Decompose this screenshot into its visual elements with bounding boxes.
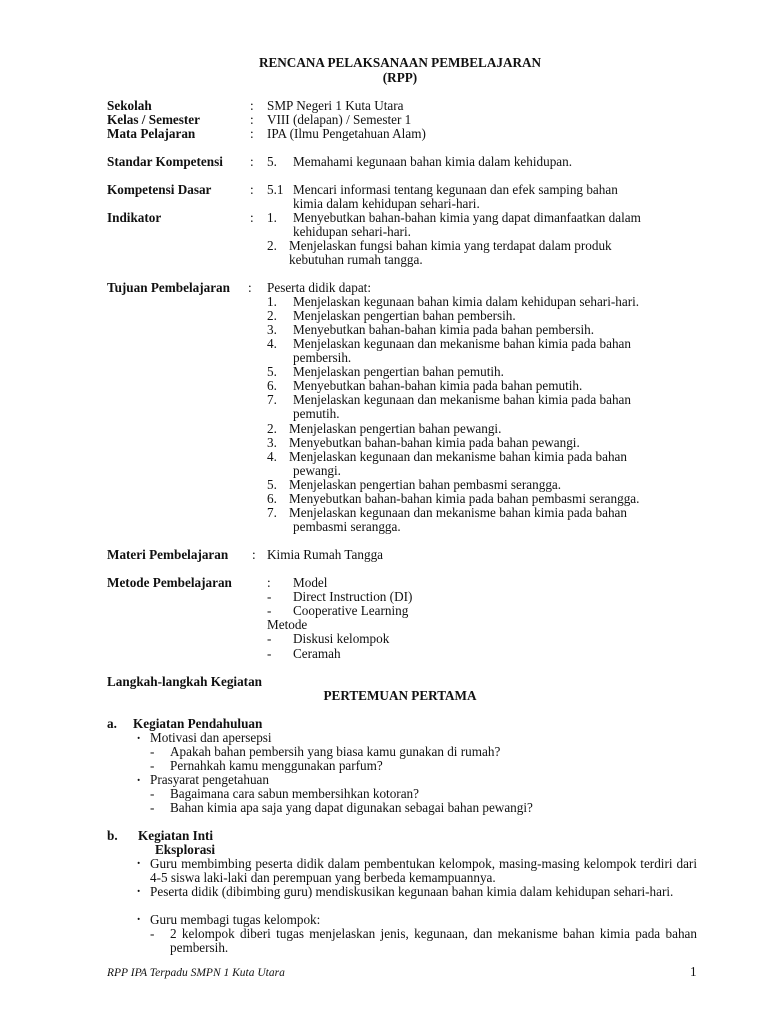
tujuan-text: Menjelaskan pengertian bahan pembersih.	[293, 308, 516, 323]
colon: :	[252, 547, 256, 562]
inti-paragraph-1: Guru membimbing peserta didik dalam pembentukan kelompok, masing-masing kelompok terdiri dari 4-5 siswa laki-laki dan perempuan yang berbeda kemampuannya.	[150, 856, 697, 886]
metode-item: Diskusi kelompok	[293, 631, 390, 646]
eksplorasi-heading: Eksplorasi	[155, 842, 216, 857]
value-kelas: VIII (delapan) / Semester 1	[267, 112, 412, 127]
colon: :	[250, 182, 254, 197]
tujuan-text: Menjelaskan pengertian bahan pembasmi serangga.	[289, 477, 562, 492]
dash: -	[150, 786, 155, 801]
label-metode: Metode Pembelajaran	[107, 575, 232, 590]
motivasi-item: Apakah bahan pembersih yang biasa kamu gunakan di rumah?	[170, 744, 501, 759]
dash: -	[267, 603, 272, 618]
colon: :	[250, 98, 254, 113]
label-sekolah: Sekolah	[107, 98, 152, 113]
section-letter-a: a.	[107, 716, 117, 731]
prasyarat-label: Prasyarat pengetahuan	[150, 772, 270, 787]
tujuan-text: Menyebutkan bahan-bahan kimia pada bahan pembersih.	[293, 322, 595, 337]
inti-heading: Kegiatan Inti	[138, 828, 214, 843]
colon: :	[250, 126, 254, 141]
tujuan-num: 4.	[267, 336, 277, 351]
prasyarat-item: Bahan kimia apa saja yang dapat digunakan sebagai bahan pewangi?	[170, 800, 533, 815]
inti-paragraph-2: Peserta didik (dibimbing guru) mendiskusikan kegunaan bahan kimia dalam kehidupan sehari-hari.	[150, 884, 674, 899]
colon: :	[250, 112, 254, 127]
tujuan-text: Menjelaskan kegunaan dan mekanisme bahan kimia pada bahan	[289, 449, 627, 464]
label-tujuan: Tujuan Pembelajaran	[107, 280, 230, 295]
bullet-icon: .	[137, 769, 141, 784]
tujuan-num: 6.	[267, 491, 277, 506]
section-letter-b: b.	[107, 828, 118, 843]
inti-task-item: 2 kelompok diberi tugas menjelaskan jenis, kegunaan, dan mekanisme bahan kimia pada bahan pembersih.	[170, 926, 697, 956]
tujuan-text: pemutih.	[293, 406, 340, 421]
bullet-icon: .	[137, 908, 141, 923]
indikator-num: 2.	[267, 238, 277, 253]
label-kelas: Kelas / Semester	[107, 112, 201, 127]
label-materi: Materi Pembelajaran	[107, 547, 229, 562]
metode-item: Ceramah	[293, 646, 341, 661]
tujuan-num: 2.	[267, 421, 277, 436]
tujuan-num: 3.	[267, 435, 277, 450]
page-number: 1	[690, 964, 697, 979]
tujuan-text: Menjelaskan kegunaan dan mekanisme bahan kimia pada bahan	[293, 392, 631, 407]
tujuan-num: 5.	[267, 477, 277, 492]
tujuan-text: Menjelaskan pengertian bahan pemutih.	[293, 364, 504, 379]
label-standar: Standar Kompetensi	[107, 154, 223, 169]
tujuan-num: 5.	[267, 364, 277, 379]
colon: :	[250, 210, 254, 225]
kompetensi-num: 5.1	[267, 182, 284, 197]
tujuan-text: pembersih.	[293, 350, 352, 365]
indikator-text: kebutuhan rumah tangga.	[289, 252, 423, 267]
dash: -	[267, 646, 272, 661]
tujuan-num: 3.	[267, 322, 277, 337]
metode-model: Model	[293, 575, 328, 590]
tujuan-num: 6.	[267, 378, 277, 393]
dash: -	[267, 631, 272, 646]
title-line-2: (RPP)	[382, 70, 418, 85]
tujuan-text: Menyebutkan bahan-bahan kimia pada bahan pemutih.	[293, 378, 583, 393]
tujuan-text: Menyebutkan bahan-bahan kimia pada bahan pembasmi serangga.	[289, 491, 640, 506]
label-indikator: Indikator	[107, 210, 162, 225]
tujuan-text: Menjelaskan kegunaan bahan kimia dalam kehidupan sehari-hari.	[293, 294, 640, 309]
motivasi-item: Pernahkah kamu menggunakan parfum?	[170, 758, 383, 773]
tujuan-intro: Peserta didik dapat:	[267, 280, 372, 295]
label-kompetensi: Kompetensi Dasar	[107, 182, 212, 197]
inti-paragraph-3: Guru membagi tugas kelompok:	[150, 912, 321, 927]
dash: -	[267, 589, 272, 604]
footer-title: RPP IPA Terpadu SMPN 1 Kuta Utara	[107, 967, 285, 979]
tujuan-text: pembasmi serangga.	[293, 519, 401, 534]
tujuan-text: Menjelaskan pengertian bahan pewangi.	[289, 421, 502, 436]
kompetensi-text-2: kimia dalam kehidupan sehari-hari.	[293, 196, 480, 211]
colon: :	[250, 154, 254, 169]
title-line-1: RENCANA PELAKSANAAN PEMBELAJARAN	[258, 55, 542, 70]
dash: -	[150, 758, 155, 773]
tujuan-num: 7.	[267, 392, 277, 407]
indikator-text: Menjelaskan fungsi bahan kimia yang terdapat dalam produk	[289, 238, 612, 253]
kompetensi-text-1: Mencari informasi tentang kegunaan dan efek samping bahan	[293, 182, 618, 197]
tujuan-text: pewangi.	[293, 463, 341, 478]
standar-num: 5.	[267, 154, 277, 169]
tujuan-text: Menjelaskan kegunaan dan mekanisme bahan kimia pada bahan	[293, 336, 631, 351]
tujuan-num: 4.	[267, 449, 277, 464]
value-mapel: IPA (Ilmu Pengetahuan Alam)	[267, 126, 426, 141]
prasyarat-item: Bagaimana cara sabun membersihkan kotoran?	[170, 786, 419, 801]
tujuan-text: Menjelaskan kegunaan dan mekanisme bahan kimia pada bahan	[289, 505, 627, 520]
standar-text: Memahami kegunaan bahan kimia dalam kehidupan.	[293, 154, 573, 169]
pendahuluan-heading: Kegiatan Pendahuluan	[133, 716, 263, 731]
colon: :	[248, 280, 252, 295]
metode-item: Cooperative Learning	[293, 603, 409, 618]
motivasi-label: Motivasi dan apersepsi	[150, 730, 272, 745]
bullet-icon: .	[137, 880, 141, 895]
value-materi: Kimia Rumah Tangga	[267, 547, 384, 562]
indikator-text: kehidupan sehari-hari.	[293, 224, 411, 239]
colon: :	[267, 575, 271, 590]
tujuan-text: Menyebutkan bahan-bahan kimia pada bahan pewangi.	[289, 435, 580, 450]
metode-metode: Metode	[267, 617, 308, 632]
tujuan-num: 2.	[267, 308, 277, 323]
dash: -	[150, 744, 155, 759]
bullet-icon: .	[137, 852, 141, 867]
indikator-num: 1.	[267, 210, 277, 225]
dash: -	[150, 800, 155, 815]
label-mapel: Mata Pelajaran	[107, 126, 196, 141]
bullet-icon: .	[137, 727, 141, 742]
tujuan-num: 7.	[267, 505, 277, 520]
tujuan-num: 1.	[267, 294, 277, 309]
indikator-text: Menyebutkan bahan-bahan kimia yang dapat dimanfaatkan dalam	[293, 210, 641, 225]
value-sekolah: SMP Negeri 1 Kuta Utara	[267, 98, 404, 113]
pertemuan-heading: PERTEMUAN PERTAMA	[323, 688, 477, 703]
dash: -	[150, 926, 155, 941]
langkah-heading: Langkah-langkah Kegiatan	[107, 674, 262, 689]
metode-item: Direct Instruction (DI)	[293, 589, 413, 604]
